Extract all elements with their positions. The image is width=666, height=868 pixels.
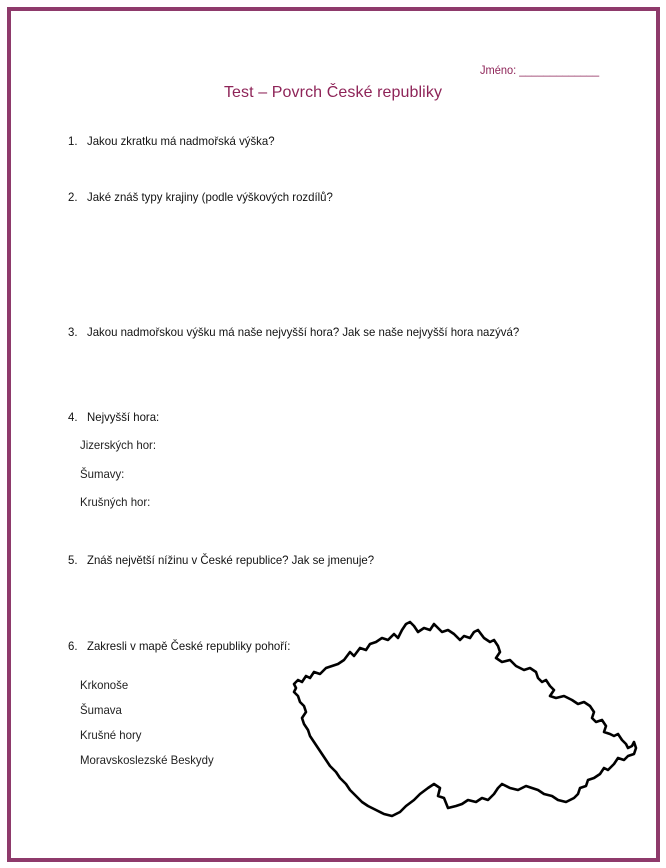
mountain-item-krusne-hory: Krušné hory xyxy=(80,728,142,742)
question-number: 3. xyxy=(68,325,78,339)
name-field-label: Jméno: _____________ xyxy=(480,63,600,77)
question-number: 4. xyxy=(68,410,78,424)
question-text: Zakresli v mapě České republiky pohoří: xyxy=(87,639,291,653)
question-number: 2. xyxy=(68,190,78,204)
question-2 xyxy=(68,190,333,204)
question-text: Jakou zkratku má nadmořská výška? xyxy=(87,134,275,148)
question-number: 6. xyxy=(68,639,78,653)
czech-republic-outline-map-icon[interactable] xyxy=(288,618,640,822)
question-number: 1. xyxy=(68,134,78,148)
answer-item-krusne-hory: Krušných hor: xyxy=(80,495,151,509)
question-text: Znáš největší nížinu v České republice? Jak se jmenuje? xyxy=(87,553,375,567)
question-4 xyxy=(68,410,159,424)
answer-item-sumava: Šumavy: xyxy=(80,467,125,481)
mountain-item-krkonose: Krkonoše xyxy=(80,678,129,692)
question-text: Jaké znáš typy krajiny (podle výškových rozdílů? xyxy=(87,190,333,204)
question-number: 5. xyxy=(68,553,78,567)
question-3 xyxy=(68,325,519,339)
question-text: Nejvyšší hora: xyxy=(87,410,160,424)
question-text: Jakou nadmořskou výšku má naše nejvyšší hora? Jak se naše nejvyšší hora nazývá? xyxy=(87,325,520,339)
question-6 xyxy=(68,639,290,653)
mountain-item-beskydy: Moravskoslezské Beskydy xyxy=(80,753,214,767)
answer-item-jizerske-hory: Jizerských hor: xyxy=(80,438,157,452)
question-1 xyxy=(68,134,275,148)
question-5 xyxy=(68,553,374,567)
mountain-item-sumava: Šumava xyxy=(80,703,122,717)
page-title: Test – Povrch České republiky xyxy=(223,84,443,101)
